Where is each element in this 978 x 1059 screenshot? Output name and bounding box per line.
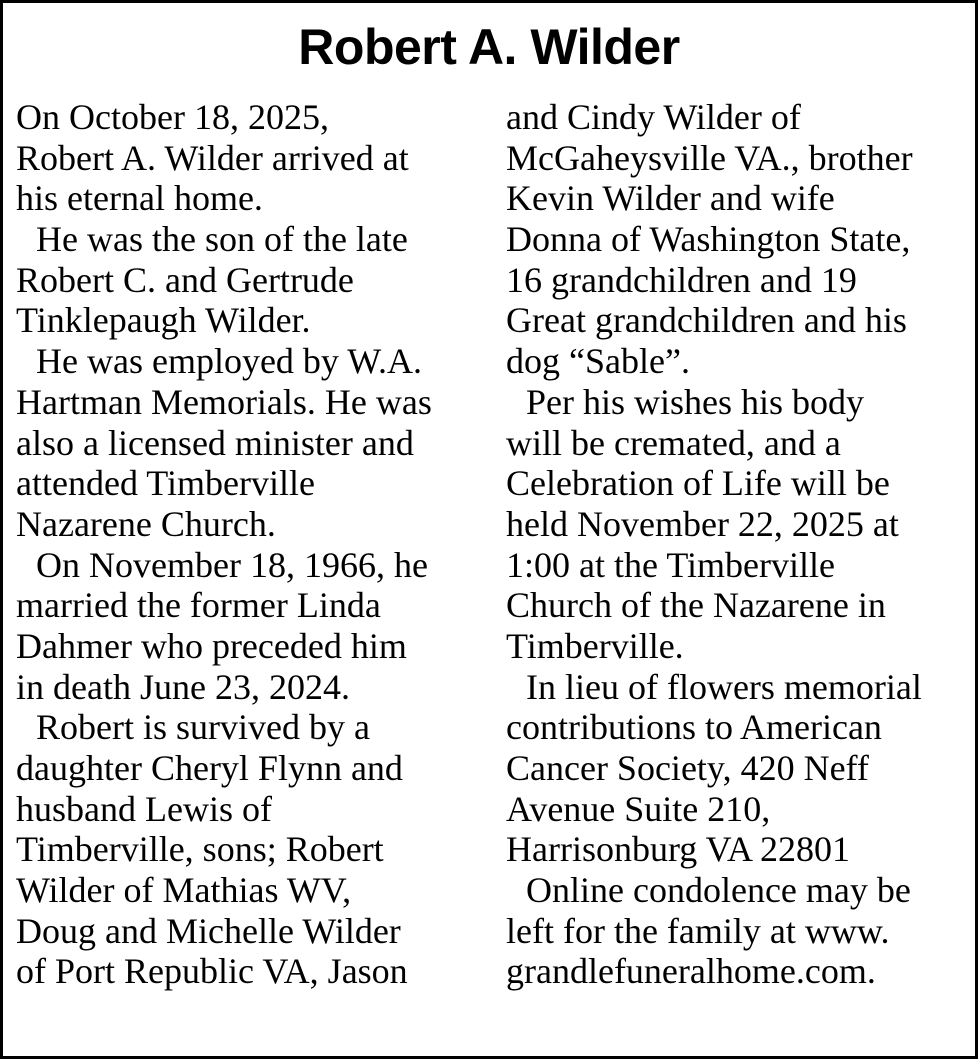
text-line: married the former Linda bbox=[16, 585, 381, 626]
text-line: Timberville. bbox=[506, 625, 684, 666]
text-line: On October 18, 2025, bbox=[16, 97, 329, 137]
obituary-column-left bbox=[16, 97, 432, 992]
text-line: Robert C. and Gertrude bbox=[16, 259, 354, 300]
text-line: grandlefuneralhome.com. bbox=[506, 951, 876, 992]
text-line: In lieu of flowers memorial bbox=[526, 666, 922, 707]
text-line: Hartman Memorials. He was bbox=[16, 381, 432, 422]
text-line: Doug and Michelle Wilder bbox=[16, 910, 401, 951]
text-line: Tinklepaugh Wilder. bbox=[16, 300, 311, 341]
text-line: in death June 23, 2024. bbox=[16, 666, 350, 707]
text-line: contributions to American bbox=[506, 707, 882, 748]
text-line: of Port Republic VA, Jason bbox=[16, 951, 408, 992]
text-line: attended Timberville bbox=[16, 463, 315, 504]
text-line: McGaheysville VA., brother bbox=[506, 137, 913, 178]
text-line: Avenue Suite 210, bbox=[506, 788, 771, 829]
text-line: Per his wishes his body bbox=[526, 381, 865, 422]
text-line: 16 grandchildren and 19 bbox=[506, 259, 857, 300]
text-line: Cancer Society, 420 Neff bbox=[506, 748, 869, 788]
text-line: He was employed by W.A. bbox=[36, 341, 422, 382]
text-line: left for the family at www. bbox=[506, 910, 890, 951]
text-line: Celebration of Life will be bbox=[506, 463, 890, 504]
text-line: Harrisonburg VA 22801 bbox=[506, 829, 851, 870]
text-line: Church of the Nazarene in bbox=[506, 585, 886, 626]
text-line: dog “Sable”. bbox=[506, 341, 690, 382]
text-line: Wilder of Mathias WV, bbox=[16, 870, 352, 911]
text-line: held November 22, 2025 at bbox=[506, 503, 899, 544]
text-line: Online condolence may be bbox=[526, 870, 911, 911]
text-line: 1:00 at the Timberville bbox=[506, 544, 835, 585]
text-line: On November 18, 1966, he bbox=[36, 544, 428, 585]
text-line: Dahmer who preceded him bbox=[16, 625, 407, 666]
text-line: and Cindy Wilder of bbox=[506, 97, 801, 137]
text-line: daughter Cheryl Flynn and bbox=[16, 748, 403, 788]
text-line: husband Lewis of bbox=[16, 788, 272, 829]
text-line: Robert A. Wilder arrived at bbox=[16, 137, 409, 178]
text-line: Nazarene Church. bbox=[16, 503, 276, 544]
text-line: Kevin Wilder and wife bbox=[506, 178, 835, 219]
text-line: Donna of Washington State, bbox=[506, 219, 911, 260]
text-line: his eternal home. bbox=[16, 178, 263, 219]
text-line: Timberville, sons; Robert bbox=[16, 829, 384, 870]
text-line: will be cremated, and a bbox=[506, 422, 841, 463]
text-line: also a licensed minister and bbox=[16, 422, 414, 463]
text-line: Robert is survived by a bbox=[36, 707, 370, 748]
obituary-title: Robert A. Wilder bbox=[298, 19, 680, 75]
text-line: Great grandchildren and his bbox=[506, 300, 907, 341]
text-line: He was the son of the late bbox=[36, 219, 408, 260]
obituary-column-right bbox=[506, 97, 922, 992]
